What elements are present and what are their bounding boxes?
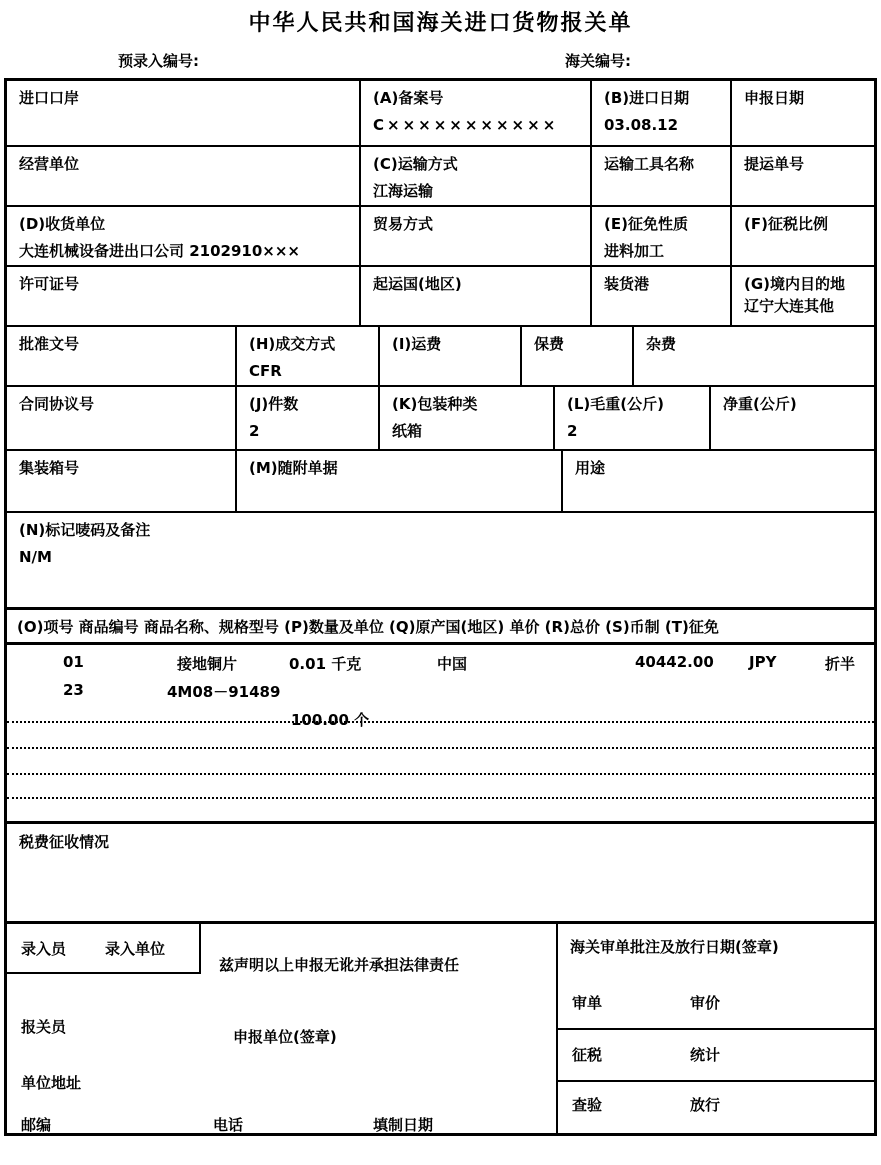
declaring-unit-label: 申报单位(签章) — [233, 1028, 337, 1046]
dotted-separator-1 — [7, 721, 874, 723]
trade-mode-label: 贸易方式 — [373, 215, 434, 233]
goods-quantity-2: 100.00 个 — [291, 711, 370, 729]
cell-levy-nature — [590, 207, 730, 265]
goods-currency: JPY — [749, 653, 777, 671]
form-title: 中华人民共和国海关进口货物报关单 — [248, 11, 633, 36]
customs-review-title: 海关审单批注及放行日期(签章) — [570, 938, 779, 956]
cell-misc-fees — [632, 327, 874, 385]
declaration-table — [4, 78, 877, 1136]
cell-attached-documents — [235, 451, 561, 511]
cell-transport-tool-name — [590, 147, 730, 205]
cell-net-weight — [709, 387, 874, 449]
consignee-label: (D)收货单位 — [19, 215, 106, 233]
contract-number-label: 合同协议号 — [19, 395, 95, 413]
import-port-label: 进口口岸 — [19, 89, 80, 107]
cell-insurance — [520, 327, 632, 385]
marks-remarks-value: N/M — [19, 548, 52, 567]
goods-item-no-2: 23 — [63, 681, 84, 699]
goods-item-no: 01 — [63, 653, 84, 671]
entry-clerk-box — [7, 924, 201, 974]
cell-marks-remarks — [7, 513, 874, 607]
record-number-label: (A)备案号 — [373, 89, 444, 107]
cell-consignee — [7, 207, 359, 265]
cell-gross-weight — [553, 387, 709, 449]
gross-weight-label: (L)毛重(公斤) — [567, 395, 664, 413]
record-number-value: C××××××××××× — [373, 116, 559, 135]
levy-statistics-box — [558, 1028, 874, 1080]
table-row-6 — [7, 385, 874, 449]
inspection-label: 查验 — [572, 1096, 603, 1114]
usage-label: 用途 — [575, 459, 606, 477]
customs-review-box — [558, 924, 874, 1028]
cell-transport-mode — [359, 147, 590, 205]
tax-ratio-label: (F)征税比例 — [744, 215, 828, 233]
import-date-label: (B)进口日期 — [604, 89, 690, 107]
import-date-value: 03.08.12 — [604, 116, 679, 135]
review-doc-label: 审单 — [572, 994, 603, 1012]
dotted-separator-4 — [7, 797, 874, 799]
cell-loading-port — [590, 267, 730, 325]
cell-bill-of-lading — [730, 147, 874, 205]
table-row-8 — [7, 511, 874, 607]
transport-mode-label: (C)运输方式 — [373, 155, 458, 173]
goods-total-price: 40442.00 — [635, 653, 714, 671]
cell-import-date — [590, 81, 730, 145]
insurance-label: 保费 — [534, 335, 565, 353]
footer-right — [556, 924, 874, 1133]
consignee-value: 大连机械设备进出口公司 2102910××× — [19, 242, 300, 261]
approval-number-label: 批准文号 — [19, 335, 80, 353]
release-label: 放行 — [690, 1096, 721, 1114]
goods-detail-area — [7, 642, 874, 821]
table-row-7 — [7, 449, 874, 511]
customs-number-label: 海关编号: — [565, 52, 631, 70]
footer-section — [7, 921, 874, 1133]
goods-header-row — [7, 607, 874, 642]
cell-domestic-destination — [730, 267, 874, 325]
phone-label: 电话 — [213, 1116, 244, 1134]
cell-approval-number — [7, 327, 235, 385]
levy-nature-value: 进料加工 — [604, 242, 665, 261]
declaration-statement: 兹声明以上申报无讹并承担法律责任 — [219, 956, 460, 974]
review-price-label: 审价 — [690, 994, 721, 1012]
domestic-destination-label: (G)境内目的地 — [744, 275, 846, 293]
cell-tax-ratio — [730, 207, 874, 265]
cell-container-number — [7, 451, 235, 511]
cell-packing-type — [378, 387, 553, 449]
bill-of-lading-label: 提运单号 — [744, 155, 805, 173]
declare-date-label: 申报日期 — [744, 89, 805, 107]
transaction-mode-label: (H)成交方式 — [249, 335, 336, 353]
goods-quantity-unit: 0.01 千克 — [289, 655, 362, 673]
unit-address-label: 单位地址 — [21, 1074, 82, 1092]
transport-tool-name-label: 运输工具名称 — [604, 155, 695, 173]
transport-mode-value: 江海运输 — [373, 182, 434, 201]
packages-count-label: (J)件数 — [249, 395, 299, 413]
inspection-release-box — [558, 1080, 874, 1133]
entry-clerk-label: 录入员 — [21, 940, 67, 958]
cell-import-port — [7, 81, 359, 145]
levy-nature-label: (E)征免性质 — [604, 215, 688, 233]
fill-date-label: 填制日期 — [373, 1116, 434, 1134]
license-number-label: 许可证号 — [19, 275, 80, 293]
levy-tax-label: 征税 — [572, 1046, 603, 1064]
packages-count-value: 2 — [249, 422, 260, 441]
dotted-separator-3 — [7, 773, 874, 775]
table-row-4 — [7, 265, 874, 325]
loading-port-label: 装货港 — [604, 275, 650, 293]
goods-columns-header: (O)项号 商品编号 商品名称、规格型号 (P)数量及单位 (Q)原产国(地区) 单价 (R)总价 (S)币制 (T)征免 — [17, 618, 719, 636]
goods-commodity-code: 4M08－91489 — [167, 683, 281, 701]
goods-origin-country: 中国 — [437, 655, 468, 673]
transaction-mode-value: CFR — [249, 362, 282, 381]
goods-name: 接地铜片 — [177, 655, 238, 673]
operating-unit-label: 经营单位 — [19, 155, 80, 173]
table-row-2 — [7, 145, 874, 205]
statistics-label: 统计 — [690, 1046, 721, 1064]
footer-left — [7, 924, 556, 1133]
table-row-5 — [7, 325, 874, 385]
departure-country-label: 起运国(地区) — [373, 275, 462, 293]
net-weight-label: 净重(公斤) — [723, 395, 797, 413]
misc-fees-label: 杂费 — [646, 335, 677, 353]
cell-declare-date — [730, 81, 874, 145]
tax-collection-label: 税费征收情况 — [19, 833, 110, 851]
pre-entry-number-label: 预录入编号: — [118, 52, 199, 70]
packing-type-label: (K)包装种类 — [392, 395, 478, 413]
table-row-1 — [7, 81, 874, 145]
packing-type-value: 纸箱 — [392, 422, 423, 441]
marks-remarks-label: (N)标记唛码及备注 — [19, 521, 151, 539]
cell-freight — [378, 327, 520, 385]
dotted-separator-2 — [7, 747, 874, 749]
domestic-destination-value: 辽宁大连其他 — [744, 297, 835, 316]
postcode-label: 邮编 — [21, 1116, 52, 1134]
entry-unit-label: 录入单位 — [105, 940, 166, 958]
cell-contract-number — [7, 387, 235, 449]
cell-license-number — [7, 267, 359, 325]
cell-transaction-mode — [235, 327, 378, 385]
cell-record-number — [359, 81, 590, 145]
cell-departure-country — [359, 267, 590, 325]
cell-operating-unit — [7, 147, 359, 205]
freight-label: (I)运费 — [392, 335, 442, 353]
goods-levy-mode: 折半 — [825, 655, 856, 673]
cell-trade-mode — [359, 207, 590, 265]
cell-usage — [561, 451, 874, 511]
cell-packages-count — [235, 387, 378, 449]
customs-broker-label: 报关员 — [21, 1018, 67, 1036]
container-number-label: 集装箱号 — [19, 459, 80, 477]
table-row-3 — [7, 205, 874, 265]
attached-documents-label: (M)随附单据 — [249, 459, 338, 477]
tax-collection-section — [7, 821, 874, 921]
gross-weight-value: 2 — [567, 422, 578, 441]
